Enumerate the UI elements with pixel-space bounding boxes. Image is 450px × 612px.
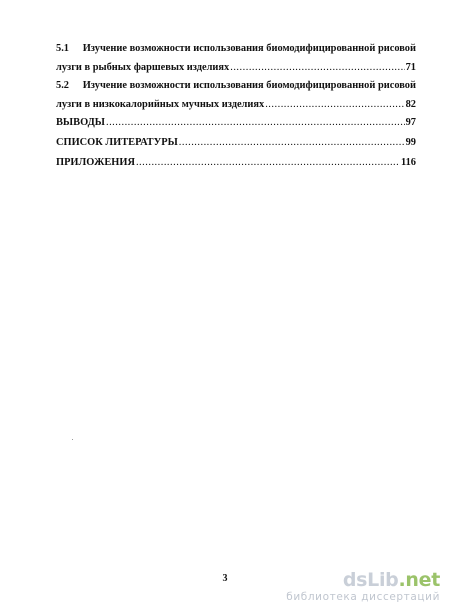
toc-entry-title-line1: Изучение возможности использования биомодифицированной рисовой	[82, 43, 416, 54]
toc-entry-title: СПИСОК ЛИТЕРАТУРЫ	[56, 136, 178, 148]
watermark-subtitle: библиотека диссертаций	[286, 591, 440, 603]
toc-entry-5-1[interactable]	[56, 40, 416, 77]
toc-entry-line	[56, 77, 416, 96]
toc-entry-title: ПРИЛОЖЕНИЯ	[56, 156, 135, 168]
toc-entry-title-line2: лузги в низкокалорийных мучных изделиях	[56, 98, 265, 110]
toc-entry-appendices[interactable]	[56, 154, 416, 174]
toc-entry-page: 97	[405, 117, 416, 129]
toc-entry-title: ВЫВОДЫ	[56, 117, 105, 129]
dot-leader	[230, 59, 404, 78]
toc-entry-number: 5.2	[56, 80, 69, 92]
toc-entry-line	[56, 134, 416, 154]
toc-entry-page: 71	[405, 61, 416, 73]
scan-speck	[72, 439, 73, 440]
toc-entry-line	[56, 40, 416, 59]
toc-entry-line	[56, 154, 416, 174]
watermark-logo-tld: .net	[398, 569, 440, 591]
toc-entry-line	[56, 59, 416, 78]
toc-entry-title-line2: лузги в рыбных фаршевых изделиях	[56, 61, 230, 73]
toc-entry-title-line1: Изучение возможности использования биомодифицированной рисовой	[82, 80, 416, 92]
page-number: 3	[222, 573, 228, 584]
toc-entry-line	[56, 96, 416, 115]
dot-leader	[106, 114, 405, 133]
watermark	[286, 569, 440, 603]
toc-entry-page: 116	[400, 156, 416, 168]
toc-entry-conclusions[interactable]	[56, 114, 416, 134]
dot-leader	[179, 134, 405, 153]
toc-entry-line	[56, 114, 416, 134]
toc-entry-number: 5.1	[56, 43, 69, 54]
toc-entry-5-2[interactable]	[56, 77, 416, 114]
dot-leader	[265, 96, 404, 115]
toc-entry-page: 99	[405, 136, 416, 148]
dot-leader	[136, 154, 400, 173]
table-of-contents	[56, 40, 416, 173]
watermark-logo	[286, 569, 440, 591]
toc-entry-references[interactable]	[56, 134, 416, 154]
toc-entry-page: 82	[405, 98, 416, 110]
watermark-logo-main: dsLib	[342, 569, 399, 591]
